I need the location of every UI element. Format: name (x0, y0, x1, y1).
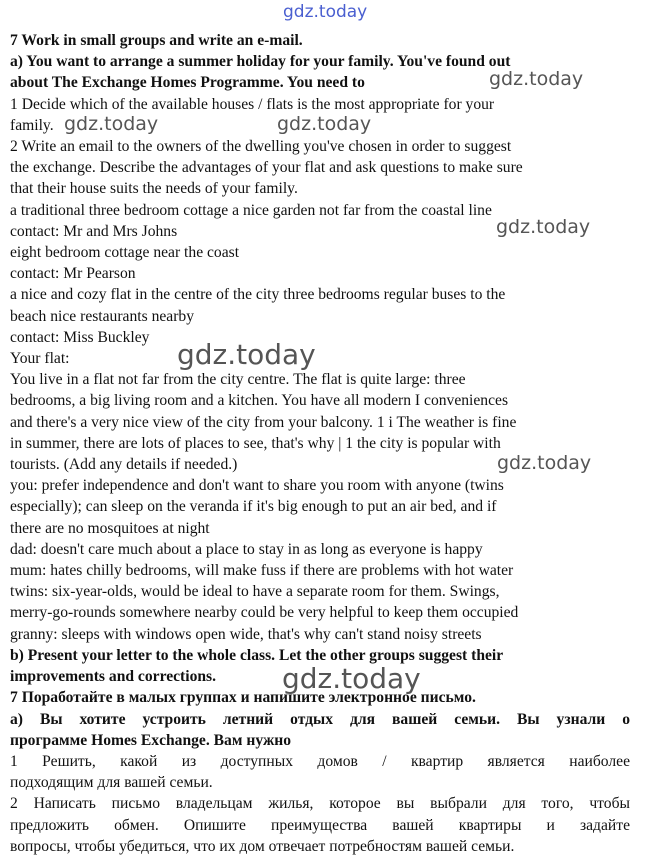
watermark: gdz.today (497, 452, 592, 474)
text-line: contact: Mr and Mrs Johns (10, 222, 178, 240)
text-line: a) You want to arrange a summer holiday for your family. You've found out (10, 53, 511, 71)
text-line: granny: sleeps with windows open wide, that's why can't stand noisy streets (10, 625, 482, 643)
watermark: gdz.today (282, 662, 421, 695)
text-line: 2 Write an email to the owners of the dwelling you've chosen in order to suggest (10, 138, 512, 156)
text-line: 1 Решить, какой из доступных домов / квартир является наиболее (10, 752, 630, 770)
text-line: merry-go-rounds somewhere nearby could be very helpful to keep them occupied (10, 604, 519, 622)
text-line: twins: six-year-olds, would be ideal to have a separate room for them. Swings, (10, 583, 500, 601)
text-line: вопросы, чтобы убедиться, что их дом отвечает потребностям вашей семьи. (10, 837, 515, 855)
text-line: Your flat: (10, 350, 70, 368)
text-line: 7 Поработайте в малых группах и напишите электронное письмо. (10, 689, 476, 707)
text-line: tourists. (Add any details if needed.) (10, 456, 238, 474)
text-line: mum: hates chilly bedrooms, will make fuss if there are problems with hot water (10, 562, 514, 580)
text-line: 1 Decide which of the available houses / flats is the most appropriate for your (10, 95, 495, 113)
text-line: contact: Miss Buckley (10, 328, 150, 346)
text-line: 7 Work in small groups and write an e-mail. (10, 32, 303, 49)
text-line: а) Вы хотите устроить летний отдых для вашей семьи. Вы узнали о (10, 710, 630, 728)
watermark-top: gdz.today (283, 2, 368, 22)
text-line: family. (10, 116, 54, 134)
text-line: подходящим для вашей семьи. (10, 774, 213, 792)
text-line: предложить обмен. Опишите преимущества вашей квартиры и задайте (10, 816, 630, 834)
text-line: 2 Написать письмо владельцам жилья, которое вы выбрали для того, чтобы (10, 795, 630, 813)
text-line: a traditional three bedroom cottage a nice garden not far from the coastal line (10, 201, 492, 219)
text-line: about The Exchange Homes Programme. You need to (10, 74, 365, 92)
watermark: gdz.today (489, 68, 584, 90)
text-line: bedrooms, a big living room and a kitchen. You have all modern I conveniences (10, 392, 509, 410)
watermark: gdz.today (64, 113, 159, 135)
text-line: that their house suits the needs of your family. (10, 180, 298, 198)
text-line: you: prefer independence and don't want to share you room with anyone (twins (10, 477, 504, 495)
text-line: dad: doesn't care much about a place to stay in as long as everyone is happy (10, 540, 483, 558)
text-line: there are no mosquitoes at night (10, 519, 210, 537)
text-line: contact: Mr Pearson (10, 265, 136, 283)
watermark: gdz.today (277, 113, 372, 135)
text-line: b) Present your letter to the whole class. Let the other groups suggest their (10, 646, 504, 664)
text-line: improvements and corrections. (10, 668, 217, 686)
text-line: in summer, there are lots of places to see, that's why | 1 the city is popular with (10, 434, 501, 452)
watermark: gdz.today (496, 216, 591, 238)
text-line: программе Homes Exchange. Вам нужно (10, 731, 292, 749)
text-line: You live in a flat not far from the city centre. The flat is quite large: three (10, 371, 466, 389)
text-line: eight bedroom cottage near the coast (10, 244, 240, 262)
watermark: gdz.today (177, 338, 316, 371)
text-line: the exchange. Describe the advantages of your flat and ask questions to make sure (10, 159, 523, 177)
document-body (10, 30, 630, 857)
text-line: and there's a very nice view of the city from your balcony. 1 i The weather is fine (10, 413, 517, 431)
text-line: beach nice restaurants nearby (10, 307, 194, 325)
text-line: a nice and cozy flat in the centre of the city three bedrooms regular buses to the (10, 286, 506, 304)
text-line: especially); can sleep on the veranda if it's big enough to put an air bed, and if (10, 498, 497, 516)
